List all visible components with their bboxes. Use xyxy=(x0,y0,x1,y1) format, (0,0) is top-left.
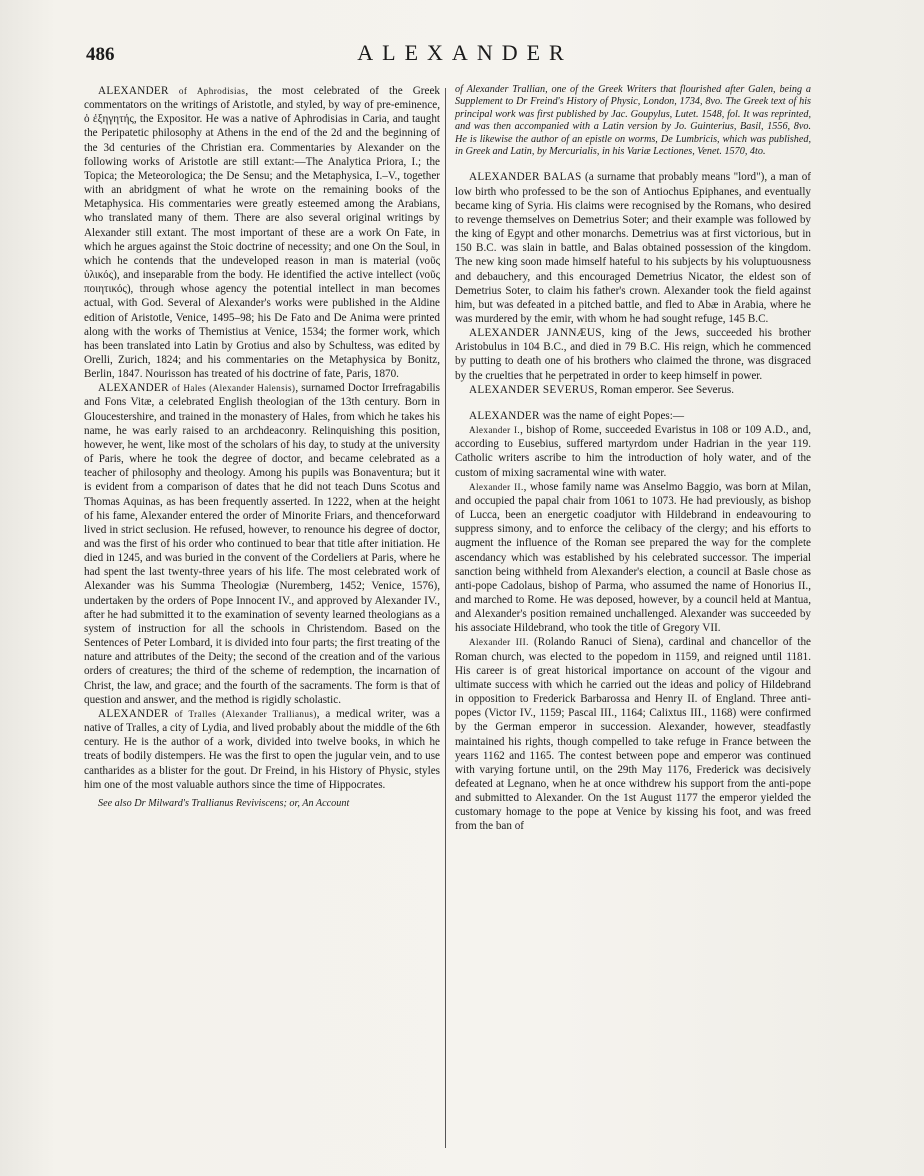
entry-headword: ALEXANDER xyxy=(469,409,540,422)
entry-hales xyxy=(84,381,440,707)
entry-headword: ALEXANDER JANNÆUS xyxy=(469,327,602,340)
footnote-tralles: See also Dr Milward's Trallianus Reviviscens; or, An Account xyxy=(98,797,350,809)
entry-qualifier: of Tralles (Alexander Trallianus) xyxy=(174,708,317,719)
entry-headword: ALEXANDER xyxy=(98,707,169,720)
entry-severus xyxy=(455,383,811,397)
entry-pope-alexander-1 xyxy=(455,423,811,480)
entry-headword: ALEXANDER BALAS xyxy=(469,171,582,184)
entry-headword: ALEXANDER xyxy=(98,382,169,395)
entry-qualifier: of Hales (Alexander Halensis) xyxy=(171,383,296,394)
entry-qualifier: Alexander III. xyxy=(469,637,529,648)
entry-headword: ALEXANDER SEVERUS xyxy=(469,383,595,396)
entry-text: , the most celebrated of the Greek commentators on the writings of Aristotle, and styled, by way of pre-eminence, ὁ ἐξηγητής, the Expositor. He was a native of Aphrodisias in Caria, and taught the Peripatetic philosophy at Athens in the end of the 2d and the beginning of the 3d centuries of the Christian era. Commentaries by Alexander on the following works of Aristotle are still extant:—The Analytica Priora, I.; the Topica; the Meteorologica; the De Sensu; and the Metaphysica, I.–V., together with an abridgment of what he wrote on the remaining books of the Metaphysica. His commentaries were greatly esteemed among the Arabians, who translated many of them. There are also several original writings by Alexander still extant. The most important of these are a work On Fate, in which he argues against the Stoic doctrine of necessity; and one On the Soul, in which he contends that the undeveloped reason in man is material (νοῦς ὑλικός), and inseparable from the body. He identified the active intellect (νοῦς ποιητικός), through whose agency the potential intellect in man becomes actual, with God. Several of Alexander's works were published in the Aldine edition of Aristotle, Venice, 1495–98; his De Fato and De Anima were printed along with the works of Themistius at Venice, 1534; the former work, which has been translated into Latin by Grotius and also by Schultess, was edited by Orelli, Zurich, 1824; and his commentaries on the Metaphysica by Bonitz, Berlin, 1847. Nourisson has treated of his doctrine of fate, Paris, 1870. xyxy=(84,85,440,381)
running-head: ALEXANDER xyxy=(357,40,573,65)
column-divider xyxy=(445,88,446,1148)
entry-aphrodisias xyxy=(84,84,440,381)
entry-pope-alexander-3 xyxy=(455,635,811,833)
footnote-tralles-continued: of Alexander Trallian, one of the Greek Writers that flourished after Galen, being a Supplement to Dr Freind's History of Physic, London, 1734, 8vo. The Greek text of his principal work was first published by Jac. Goupylus, Lutet. 1548, fol. It was reprinted, and was then accompanied with a Latin version by Jo. Guinterius, Basil, 1556, 8vo. He is likewise the author of an epistle on worms, De Lumbricis, which was published, in Greek and Latin, by Mercurialis, in his Variæ Lectiones, Venet. 1570, 4to. xyxy=(455,84,811,158)
entry-text: , a medical writer, was a native of Tralles, a city of Lydia, and lived probably about the middle of the 6th century. He is the author of a work, divided into twelve books, in which he treats of bodily distempers. He was the first to open the jugular vein, and to use cantharides as a blister for the gout. Dr Freind, in his History of Physic, styles him one of the most valuable authors since the time of Hippocrates. xyxy=(84,707,440,791)
left-column xyxy=(84,84,440,810)
entry-text: , Roman emperor. See Severus. xyxy=(594,383,735,396)
entry-tralles xyxy=(84,707,440,792)
entry-balas xyxy=(455,170,811,326)
entry-text: , king of the Jews, succeeded his brother Aristobulus in 104 B.C., and died in 79 B.C. His reign, which he commenced by putting to death one of his brothers who claimed the throne, was disgraced by the cruelties that he perpetrated in order to keep himself in power. xyxy=(455,327,812,382)
entry-qualifier: of Aphrodisias xyxy=(178,86,246,96)
entry-pope-alexander-2 xyxy=(455,480,811,636)
entry-text: was the name of eight Popes:— xyxy=(539,409,684,422)
entry-text: (Rolando Ranuci of Siena), cardinal and chancellor of the Roman church, was elected to the popedom in 1159, and reigned until 1181. His career is of great historical importance on account of the vigour and ultimate success with which he carried out the ideas and policy of Hildebrand in opposition to Frederick Barbarossa and Henry II. of England. Three anti-popes (Victor IV., 1159; Pascal III., 1164; Calixtus III., 1168) were confirmed by the German emperor in succession. Alexander, however, steadfastly maintained his rights, though compelled to take refuge in France between the years 1162 and 1165. The contest between pope and emperor was continued with varying fortune until, on the 29th May 1176, Frederick was decisively defeated at Legnano, when he at once withdrew his support from the anti-pope and submitted to Alexander. On the 1st August 1177 the emperor yielded the customary homage to the pope at Venice by kissing his foot, and was freed from the ban of xyxy=(455,636,812,833)
entry-qualifier: Alexander I. xyxy=(469,425,521,436)
entry-text: , whose family name was Anselmo Baggio, was born at Milan, and occupied the papal chair from 1061 to 1073. He had previously, as bishop of Lucca, been an energetic coadjutor with Hildebrand in endeavouring to suppress simony, and to enforce the celibacy of the clergy; and his efforts to augment the influence of the Roman see prepared the way for the complete ascendancy which was established by his celebrated successor. The imperial sanction being withheld from Alexander's election, a council at Basle chose as anti-pope Cadolaus, bishop of Parma, who assumed the name of Honorius II., and marched to Rome. He was deposed, however, by a council held at Mantua, and Alexander's position remained unchallenged. Alexander was succeeded by his associate Hildebrand, who took the title of Gregory VII. xyxy=(455,480,811,635)
right-column xyxy=(455,84,811,834)
entry-text: , bishop of Rome, succeeded Evaristus in 108 or 109 A.D., and, according to Eusebius, suffered martyrdom under Hadrian in the year 119. Catholic writers ascribe to him the introduction of holy water, and of the custom of mixing sacramental wine with water. xyxy=(455,424,811,479)
entry-qualifier: Alexander II. xyxy=(469,481,524,492)
entry-jannaeus xyxy=(455,326,811,383)
entry-text: , surnamed Doctor Irrefragabilis and Fons Vitæ, a celebrated English theologian of the 13th century. Born in Gloucestershire, and trained in the monastery of Hales, from which he takes his name, he was early raised to an archdeaconry. Relinquishing this position, however, he went, like most of the scholars of his day, to study at the university of Paris, where he took the degree of doctor, and became celebrated as a teacher of philosophy and theology. Among his pupils was Bonaventura; but it is evident from a comparison of dates that he did not teach Duns Scotus and Thomas Aquinas, as has been frequently asserted. In 1222, when at the height of his fame, Alexander entered the order of Minorite Friars, and thenceforward lived in strict seclusion. He refused, however, to renounce his degree of doctor, and was the first of his order who continued to bear that title after initiation. He died in 1245, and was buried in the convent of the Cordeliers at Paris, where he had spent the last twenty-three years of his life. The most celebrated work of Alexander was his Summa Theologiæ (Nuremberg, 1452; Venice, 1576), undertaken by the orders of Pope Innocent IV., and approved by Alexander IV., after he had submitted it to the examination of seventy learned theologians as a system of instruction for all the schools in Christendom. Based on the Sentences of Peter Lombard, it is divided into four parts; the first treating of the nature and attributes of the Deity; the second of the creation and of the various orders of creatures; the third of the scheme of redemption, the incarnation of Christ, the law, and grace; and the fourth of the sacraments. The form is that of question and answer, and the method is rigidly scholastic. xyxy=(84,382,440,706)
entry-popes-intro xyxy=(455,409,811,423)
page-number: 486 xyxy=(86,44,115,65)
entry-headword: ALEXANDER xyxy=(98,85,169,97)
entry-text: (a surname that probably means "lord"), a man of low birth who professed to be the son of Antiochus Epiphanes, and eventually became king of Syria. His claims were recognised by the Romans, who desired to revenge themselves on Demetrius Soter; and their example was followed by the king of Egypt and other monarchs. Demetrius was at first victorious, but in 150 B.C. was slain in battle, and Balas obtained possession of the kingdom. The new king soon made himself hateful to his subjects by his voluptuousness and debauchery, and this encouraged Demetrius Nicator, the eldest son of Demetrius Soter, to claim his father's crown. Alexander took the field against him, but was defeated in a pitched battle, and fled to Abæ in Arabia, where he was murdered by the emir, with whom he had sought refuge, 145 B.C. xyxy=(455,171,811,325)
